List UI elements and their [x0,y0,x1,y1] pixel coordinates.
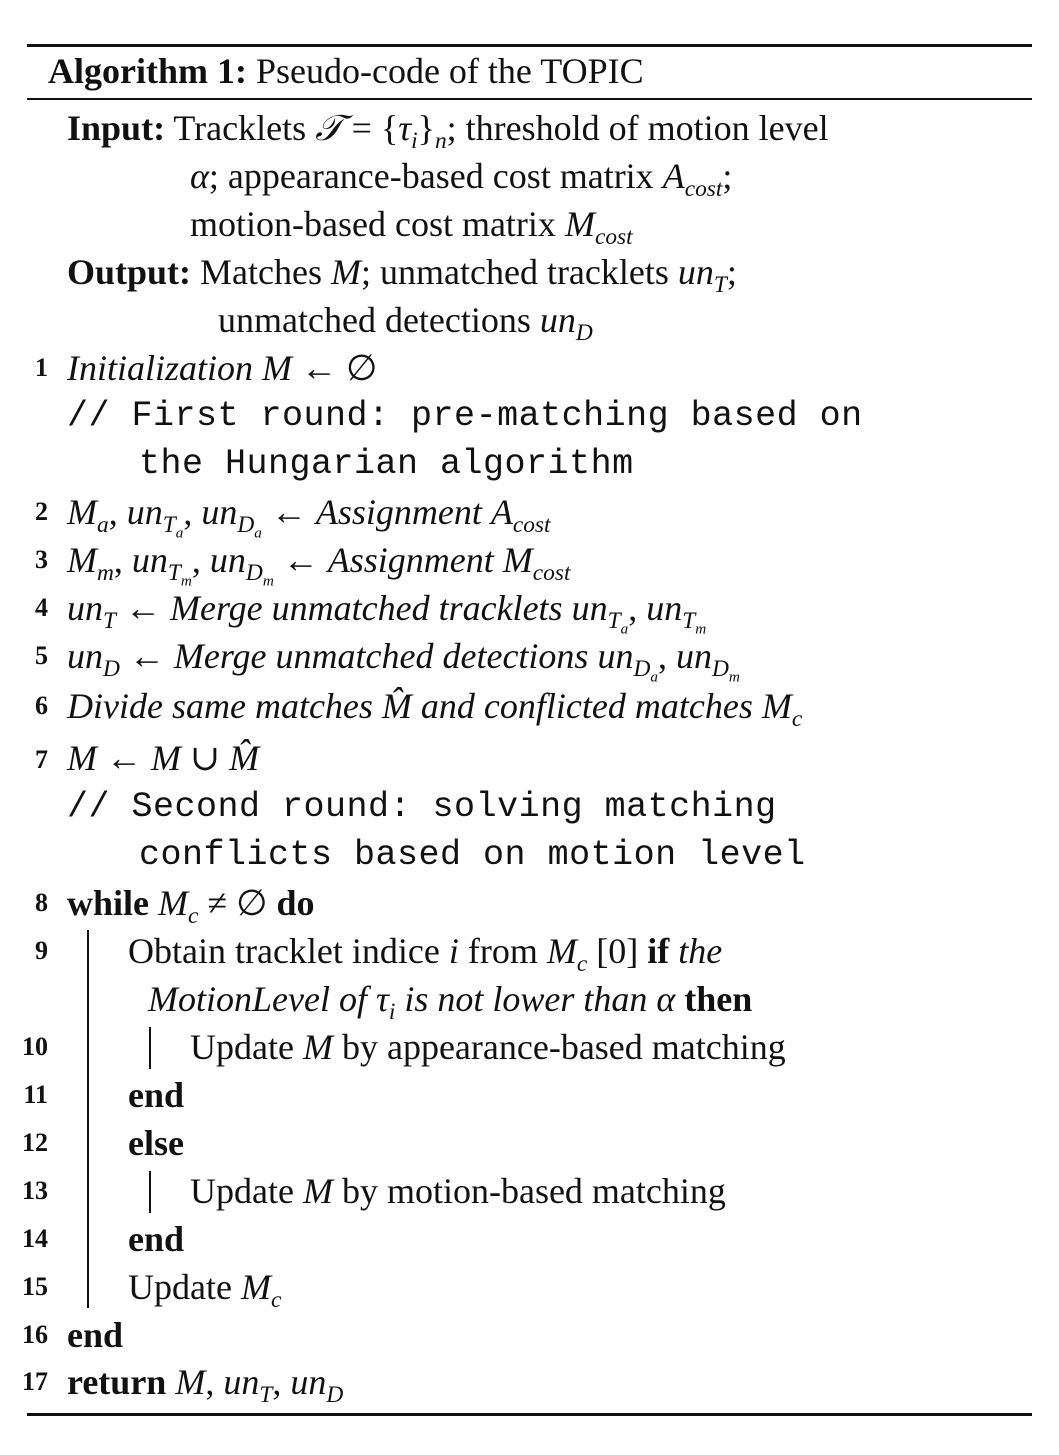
caption-title: Pseudo-code of the TOPIC [255,51,644,91]
while-block-bar [87,930,89,1308]
line-number: 12 [22,1128,48,1157]
step-16: end [67,1315,124,1355]
line-number: 16 [22,1320,48,1349]
step-15: Update $M_c$ [128,1267,282,1314]
line-number: 7 [35,745,48,774]
step-5: $un_D$ ← Merge unmatched detections $un_{D_a}$, $un_{D_m}$ [67,636,740,686]
step-17: return M, $un_T$, $un_D$ [67,1362,344,1409]
step-14: end [128,1219,185,1259]
caption-rule [27,98,1032,100]
keyword-do: do [276,883,315,923]
step-10: Update M by appearance-based matching [190,1027,786,1067]
if-block-bar [149,1027,151,1069]
step-8: while $M_c$ ≠ ∅ do [67,883,315,930]
line-number: 9 [35,936,48,965]
comment-first-round-2: the Hungarian algorithm [139,444,634,484]
else-block-bar [149,1171,151,1213]
input-text-1: Tracklets 𝒯 = $\{\tau_i\}_n$; threshold of motion level [173,108,829,155]
line-number: 6 [35,691,48,720]
input-line-3: motion-based cost matrix $M_{cost}$ [190,204,633,251]
line-number: 1 [35,353,48,382]
line-number: 4 [35,593,48,622]
keyword-return: return [67,1362,167,1402]
input-label: Input: [67,108,166,148]
input-line-2: α; appearance-based cost matrix $A_{cost}$; [190,156,733,203]
output-text-1: Matches M; unmatched tracklets $un_T$; [200,252,737,299]
algorithm-caption [48,46,644,96]
caption-label: Algorithm 1: [48,51,247,91]
step-12: else [128,1123,184,1163]
keyword-if: if [647,931,670,971]
keyword-then: then [684,979,753,1019]
line-number: 5 [35,641,48,670]
line-number: 15 [22,1272,48,1301]
step-11: end [128,1075,185,1115]
line-number: 8 [35,888,48,917]
line-number: 13 [22,1176,48,1205]
output-line-2: unmatched detections $un_D$ [218,300,593,347]
step-9b: MotionLevel of $\tau_i$ is not lower than α then [148,979,753,1026]
comment-second-round-1: // Second round: solving matching [67,787,777,827]
output-label: Output: [67,252,192,292]
line-number: 10 [22,1032,48,1061]
step-13: Update M by motion-based matching [190,1171,726,1211]
keyword-while: while [67,883,150,923]
step-3: $M_m$, $un_{T_m}$, $un_{D_m}$ ← Assignment $M_{cost}$ [67,540,571,590]
step-2: $M_a$, $un_{T_a}$, $un_{D_a}$ ← Assignment $A_{cost}$ [67,492,551,542]
step-6: Divide same matches M̂ and conflicted matches $M_c$ [67,686,803,733]
step-1: Initialization M ← ∅ [67,348,378,388]
comment-first-round-1: // First round: pre-matching based on [67,396,863,436]
line-number: 2 [35,497,48,526]
step-9a: Obtain tracklet indice i from $M_c$ [0] if the [128,931,723,978]
step-4: $un_T$ ← Merge unmatched tracklets $un_{T_a}$, $un_{T_m}$ [67,588,707,638]
comment-second-round-2: conflicts based on motion level [139,835,806,875]
line-number: 3 [35,545,48,574]
bottom-rule [27,1413,1032,1416]
line-number: 11 [23,1080,48,1109]
step-7: M ← M ∪ M̂ [67,738,260,778]
line-number: 17 [22,1367,48,1396]
line-number: 14 [22,1224,48,1253]
